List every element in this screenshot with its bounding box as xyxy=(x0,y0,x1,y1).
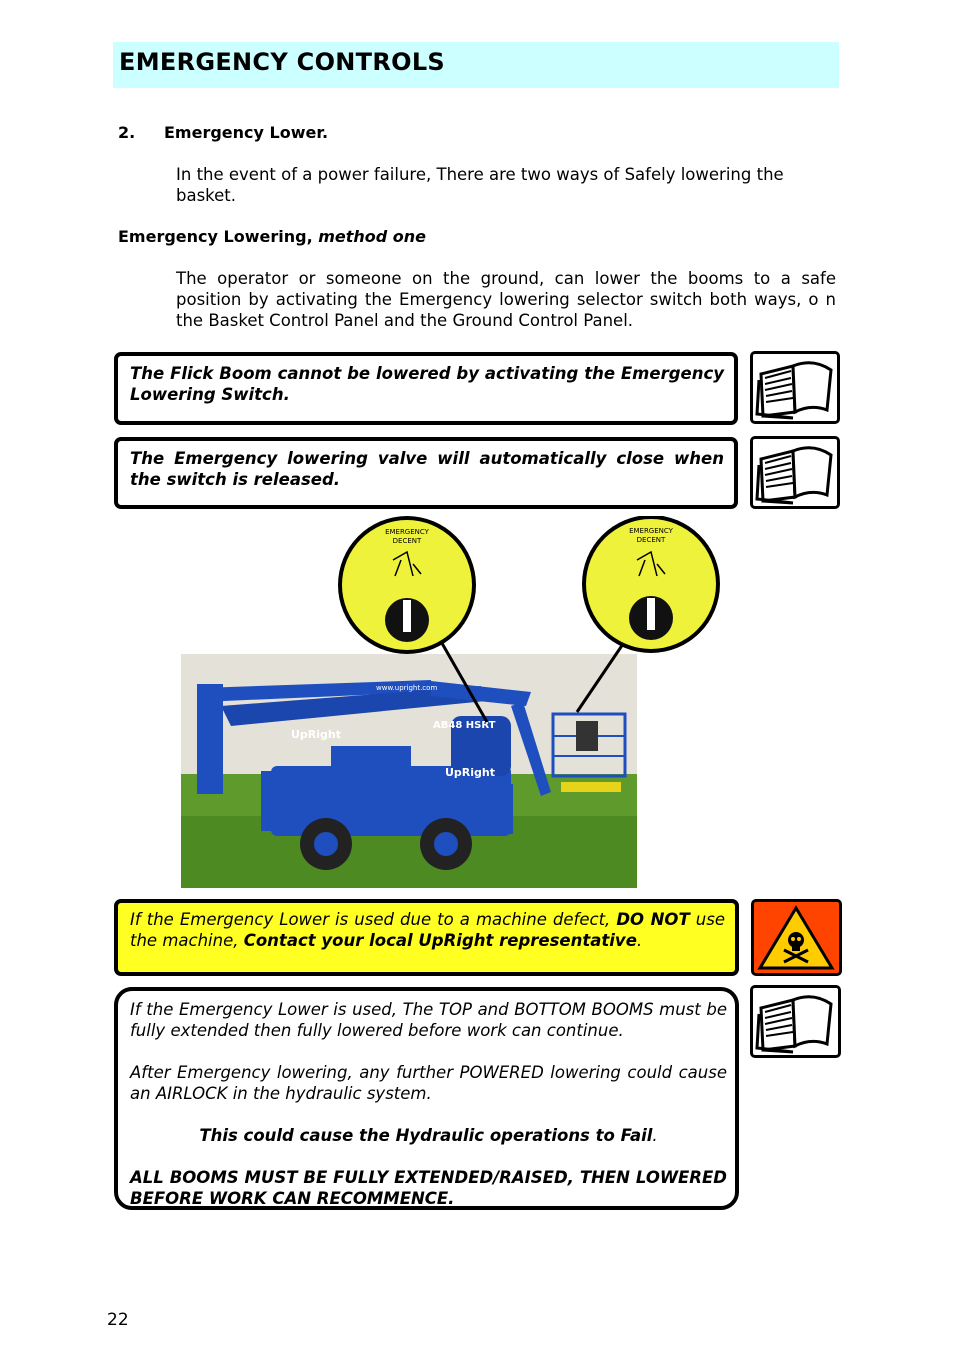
emergency-switch-basket xyxy=(582,516,720,653)
method-heading-italic: method one xyxy=(318,227,427,246)
caution-fail-end: . xyxy=(652,1126,658,1145)
note-box-valve-close xyxy=(114,437,738,509)
warning-text: use the machine, xyxy=(130,910,725,950)
switch-label-line2: DECENT xyxy=(392,537,422,545)
warning-text: If the Emergency Lower is used due to a machine defect, xyxy=(130,910,611,929)
page-title: EMERGENCY CONTROLS xyxy=(119,48,446,76)
caution-caps-paragraph: ALL BOOMS MUST BE FULLY EXTENDED/RAISED, THEN LOWERED BEFORE WORK CAN RECOMMENCE. xyxy=(130,1168,727,1208)
machine-figure xyxy=(181,516,737,888)
manual-book-icon xyxy=(750,985,841,1058)
switch-label-line1: EMERGENCY xyxy=(629,527,673,535)
manual-book-icon xyxy=(750,351,840,424)
brand-label-boom: UpRight xyxy=(291,728,342,741)
caution-paragraph: After Emergency lowering, any further POWERED lowering could cause an AIRLOCK in the hydraulic system. xyxy=(130,1063,727,1103)
page-number: 22 xyxy=(107,1310,129,1330)
skull-crossbones-hazard-icon xyxy=(751,899,842,976)
note-text: The Flick Boom cannot be lowered by activating the Emergency Lowering Switch. xyxy=(130,364,724,404)
warning-contact: Contact your local UpRight representative xyxy=(243,931,637,950)
intro-paragraph: In the event of a power failure, There are two ways of Safely lowering the basket. xyxy=(176,165,784,205)
note-text: The Emergency lowering valve will automatically close when the switch is released. xyxy=(130,449,724,489)
website-label: www.upright.com xyxy=(376,684,438,692)
switch-label-line1: EMERGENCY xyxy=(385,528,429,536)
manual-book-icon xyxy=(750,436,840,509)
method-heading xyxy=(118,227,426,246)
brand-label-turret: UpRight xyxy=(445,766,496,779)
method-heading-bold: Emergency Lowering, xyxy=(118,227,313,246)
note-box-flick-boom xyxy=(114,352,738,425)
section-number: 2. xyxy=(118,123,136,142)
caution-fail-text: This could cause the Hydraulic operations to Fail xyxy=(199,1126,653,1145)
warning-end: . xyxy=(636,931,643,950)
emergency-switch-ground xyxy=(338,516,476,654)
caution-fail-line xyxy=(130,1125,727,1146)
caution-paragraph: If the Emergency Lower is used, The TOP and BOTTOM BOOMS must be fully extended then fully lowered before work can continue. xyxy=(130,1000,727,1040)
caution-box xyxy=(114,987,739,1210)
method-paragraph: The operator or someone on the ground, can lower the booms to a safe position by activating the Emergency lowering selector switch both ways, o n the Basket Control Panel and the Ground Control Panel. xyxy=(176,269,836,330)
model-label: AB48 HSRT xyxy=(433,720,496,731)
header-bar xyxy=(113,42,839,88)
switch-label-line2: DECENT xyxy=(636,536,666,544)
warning-box xyxy=(114,899,739,976)
section-title: Emergency Lower. xyxy=(164,123,329,142)
warning-do-not: DO NOT xyxy=(616,910,690,929)
